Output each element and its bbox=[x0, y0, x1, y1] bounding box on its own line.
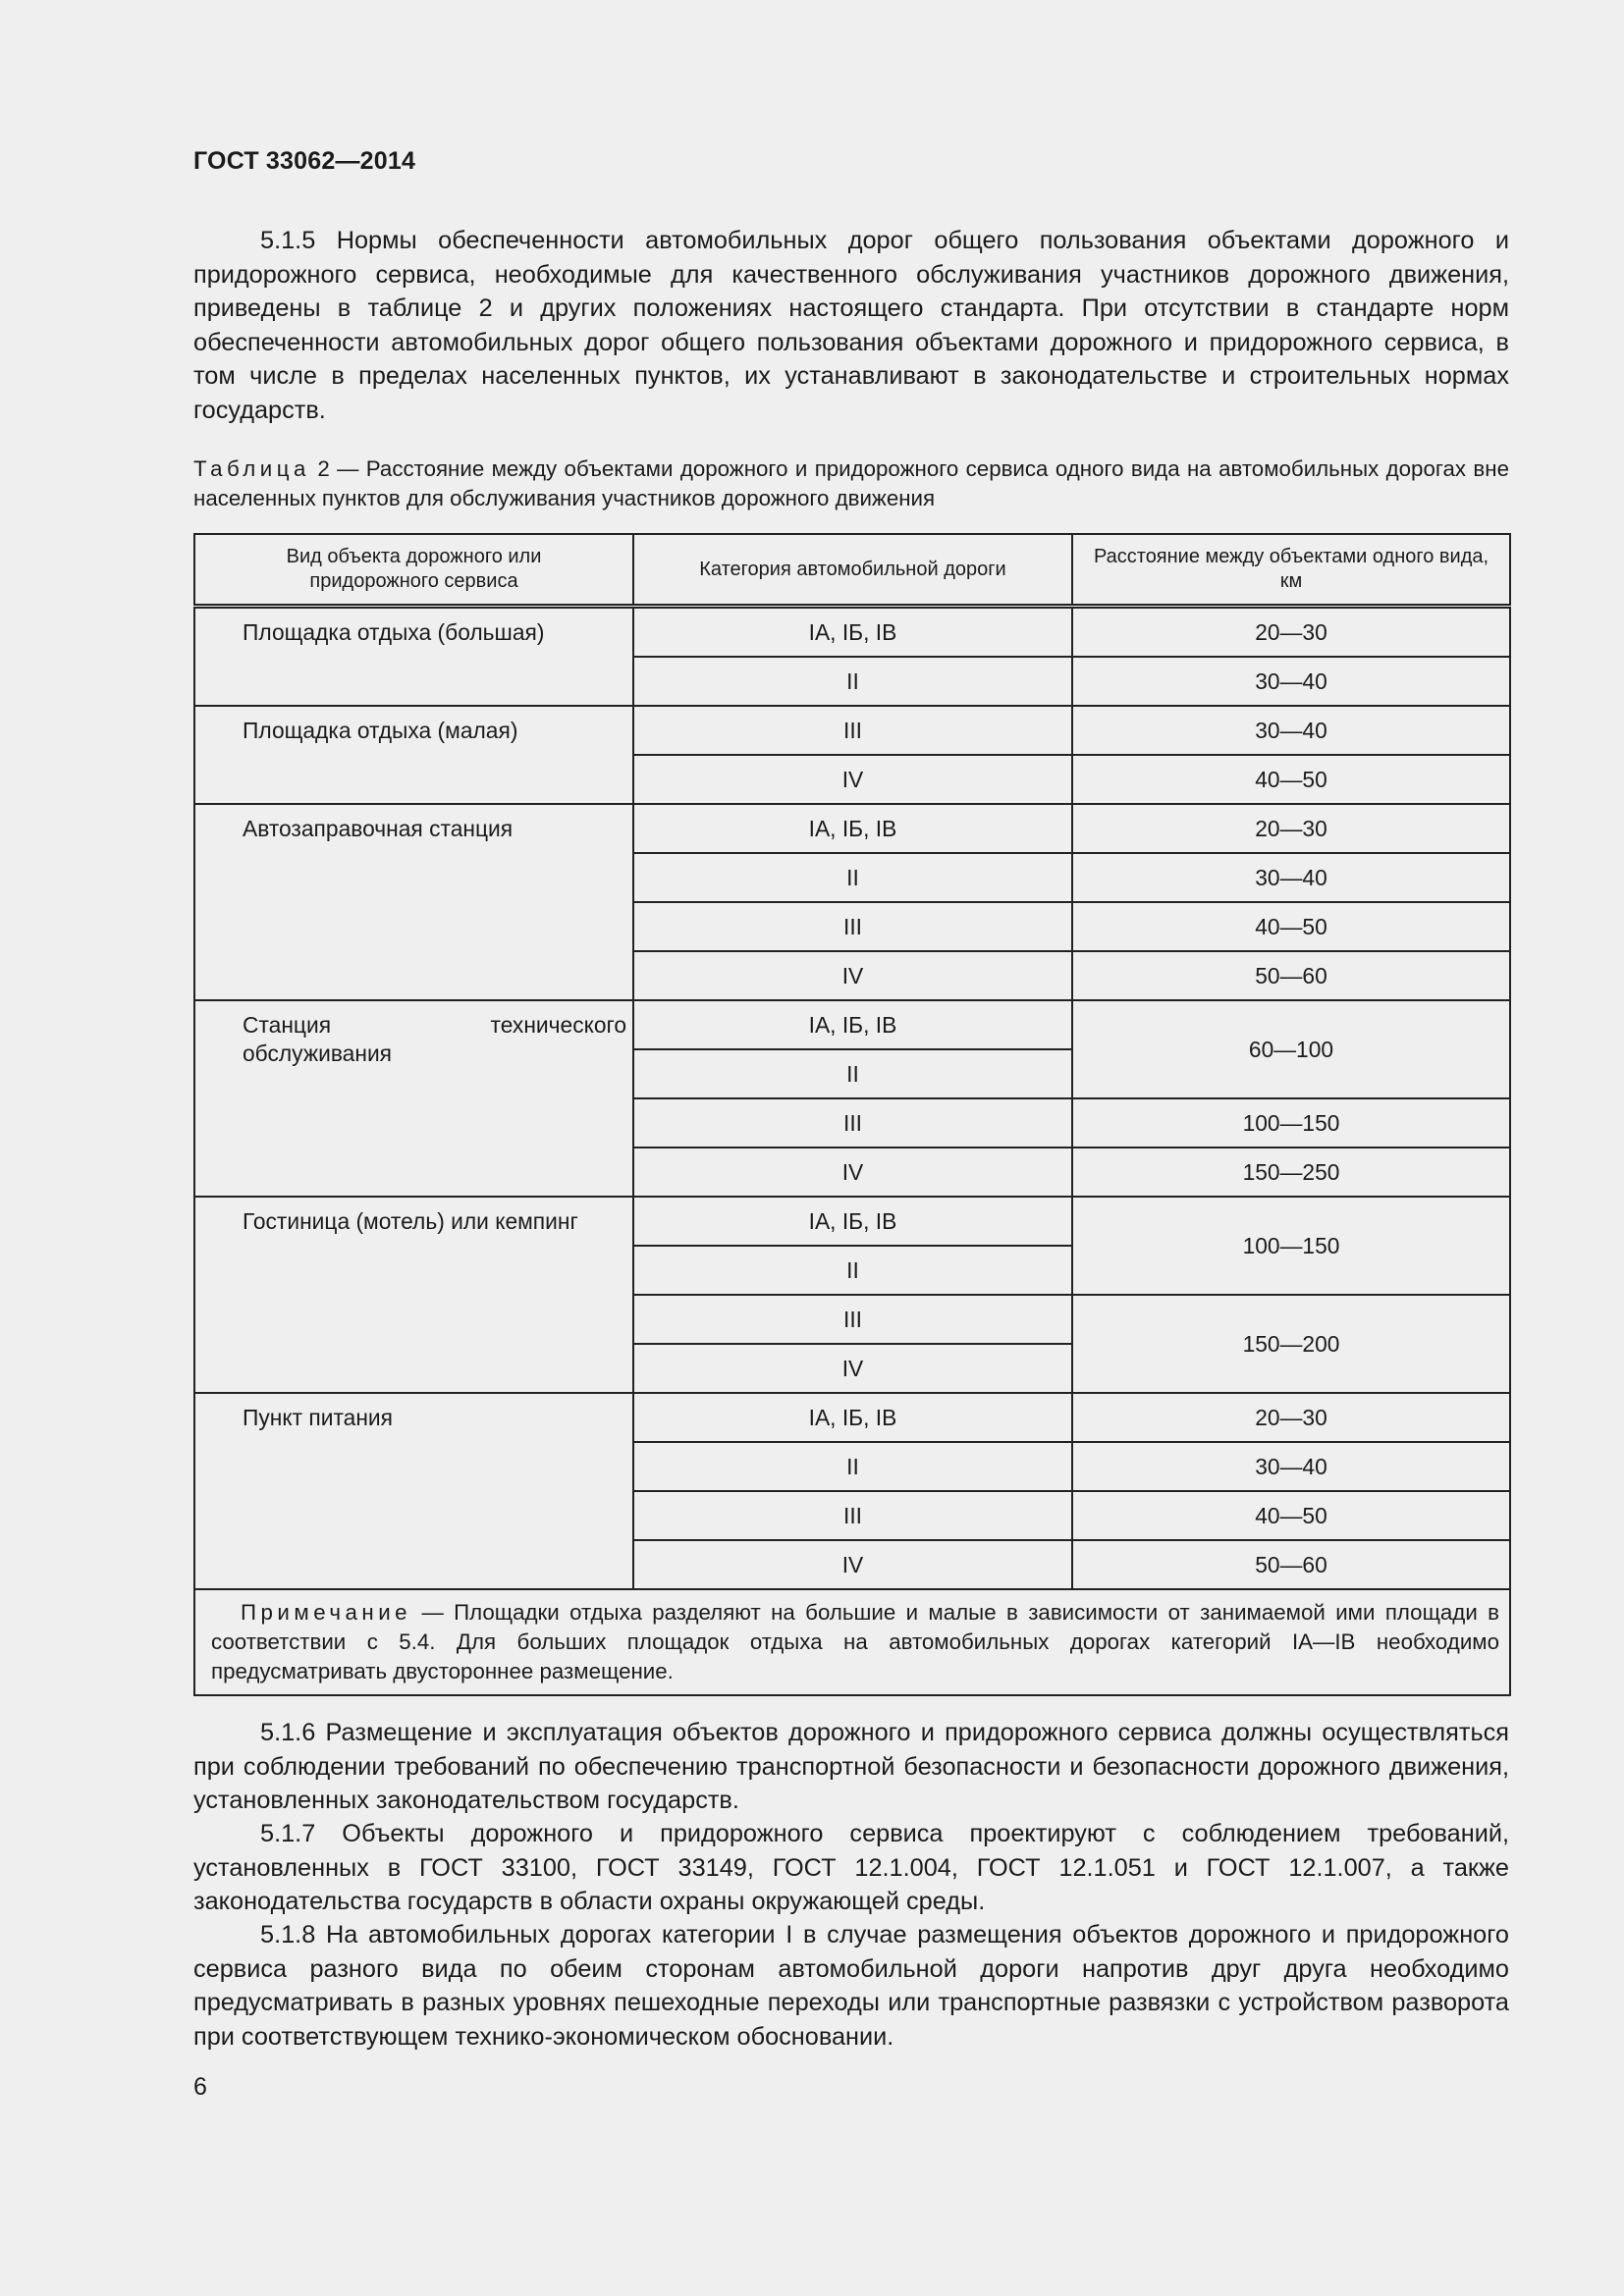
category-cell: II bbox=[633, 853, 1072, 902]
table-note-label: Примечание bbox=[241, 1600, 412, 1625]
category-cell: II bbox=[633, 657, 1072, 706]
paragraph-5-1-6: 5.1.6 Размещение и эксплуатация объектов дорожного и придорожного сервиса должны осуществляться при соблюдении требований по обеспечению транспортной безопасности и безопасности дорожного движения, установленных законодательством государств. bbox=[193, 1719, 1509, 1815]
distance-cell: 40—50 bbox=[1072, 1491, 1510, 1540]
category-cell: III bbox=[633, 902, 1072, 951]
category-cell: II bbox=[633, 1246, 1072, 1295]
category-cell: IV bbox=[633, 1540, 1072, 1589]
category-cell: IА, IБ, IВ bbox=[633, 804, 1072, 853]
table-header-row bbox=[194, 534, 1510, 607]
category-cell: IV bbox=[633, 1148, 1072, 1197]
category-cell: III bbox=[633, 706, 1072, 755]
object-cell: Автозаправочная станция bbox=[194, 804, 633, 1000]
object-cell: Площадка отдыха (большая) bbox=[194, 607, 633, 707]
table-row bbox=[194, 1000, 1510, 1049]
distance-cell: 30—40 bbox=[1072, 706, 1510, 755]
distance-cell: 100—150 bbox=[1072, 1197, 1510, 1295]
table-note bbox=[194, 1589, 1510, 1695]
table-row bbox=[194, 706, 1510, 755]
distance-cell: 150—250 bbox=[1072, 1148, 1510, 1197]
category-cell: IА, IБ, IВ bbox=[633, 1197, 1072, 1246]
distance-cell: 20—30 bbox=[1072, 607, 1510, 658]
category-cell: IV bbox=[633, 755, 1072, 804]
distance-cell: 40—50 bbox=[1072, 755, 1510, 804]
object-cell: Пункт питания bbox=[194, 1393, 633, 1589]
header-object-type: Вид объекта дорожного или придорожного сервиса bbox=[194, 534, 633, 607]
category-cell: IV bbox=[633, 951, 1072, 1000]
category-cell: IА, IБ, IВ bbox=[633, 1000, 1072, 1049]
table-row bbox=[194, 607, 1510, 658]
distance-cell: 50—60 bbox=[1072, 1540, 1510, 1589]
paragraph-5-1-8: 5.1.8 На автомобильных дорогах категории I в случае размещения объектов дорожного и придорожного сервиса разного вида по обеим сторонам автомобильной дороги напротив друг друга необходимо предусматривать в разных уровнях пешеходные переходы или транспортные развязки с устройством разворота при соответствующем технико-экономическом обосновании. bbox=[193, 1921, 1509, 2051]
category-cell: III bbox=[633, 1098, 1072, 1148]
distance-cell: 50—60 bbox=[1072, 951, 1510, 1000]
table-caption-text: 2 — Расстояние между объектами дорожного и придорожного сервиса одного вида на автомобильных дорогах вне населенных пунктов для обслуживания участников дорожного движения bbox=[193, 456, 1509, 510]
table-caption-label: Таблица bbox=[193, 456, 310, 481]
distance-cell: 150—200 bbox=[1072, 1295, 1510, 1393]
table-row bbox=[194, 1197, 1510, 1246]
table-row bbox=[194, 804, 1510, 853]
paragraph-5-1-7: 5.1.7 Объекты дорожного и придорожного сервиса проектируют с соблюдением требований, установленных в ГОСТ 33100, ГОСТ 33149, ГОСТ 12.1.004, ГОСТ 12.1.051 и ГОСТ 12.1.007, а также законодательства государств в области охраны окружающей среды. bbox=[193, 1820, 1509, 1916]
object-cell: Станция технического обслуживания bbox=[194, 1000, 633, 1197]
paragraph-5-1-5: 5.1.5 Нормы обеспеченности автомобильных дорог общего пользования объектами дорожного и придорожного сервиса, необходимые для качественного обслуживания участников дорожного движения, приведены в таблице 2 и других положениях настоящего стандарта. При отсутствии в стандарте норм обеспеченности автомобильных дорог общего пользования объектами дорожного и придорожного сервиса, в том числе в пределах населенных пунктов, их устанавливают в законодательстве и строительных нормах государств. bbox=[193, 227, 1509, 424]
category-cell: II bbox=[633, 1049, 1072, 1098]
distance-cell: 20—30 bbox=[1072, 804, 1510, 853]
page-number: 6 bbox=[193, 2073, 207, 2101]
table-caption bbox=[193, 454, 1509, 513]
table-row bbox=[194, 1393, 1510, 1442]
distance-cell: 40—50 bbox=[1072, 902, 1510, 951]
distance-cell: 100—150 bbox=[1072, 1098, 1510, 1148]
category-cell: IV bbox=[633, 1344, 1072, 1393]
header-road-category: Категория автомобильной дороги bbox=[633, 534, 1072, 607]
category-cell: IА, IБ, IВ bbox=[633, 1393, 1072, 1442]
table-note-text: — Площадки отдыха разделяют на большие и малые в зависимости от занимаемой ими площади в соответствии с 5.4. Для больших площадок отдыха на автомобильных дорогах категорий IА—IВ необходимо предусматривать двустороннее размещение. bbox=[211, 1600, 1499, 1683]
distance-cell: 30—40 bbox=[1072, 853, 1510, 902]
distance-cell: 60—100 bbox=[1072, 1000, 1510, 1098]
object-cell: Гостиница (мотель) или кемпинг bbox=[194, 1197, 633, 1393]
distance-cell: 20—30 bbox=[1072, 1393, 1510, 1442]
object-cell: Площадка отдыха (малая) bbox=[194, 706, 633, 804]
header-distance: Расстояние между объектами одного вида, км bbox=[1072, 534, 1510, 607]
document-header: ГОСТ 33062—2014 bbox=[193, 147, 416, 175]
distance-table bbox=[193, 533, 1511, 1696]
category-cell: III bbox=[633, 1295, 1072, 1344]
category-cell: IА, IБ, IВ bbox=[633, 607, 1072, 658]
category-cell: II bbox=[633, 1442, 1072, 1491]
category-cell: III bbox=[633, 1491, 1072, 1540]
distance-cell: 30—40 bbox=[1072, 1442, 1510, 1491]
table-note-row bbox=[194, 1589, 1510, 1695]
distance-cell: 30—40 bbox=[1072, 657, 1510, 706]
